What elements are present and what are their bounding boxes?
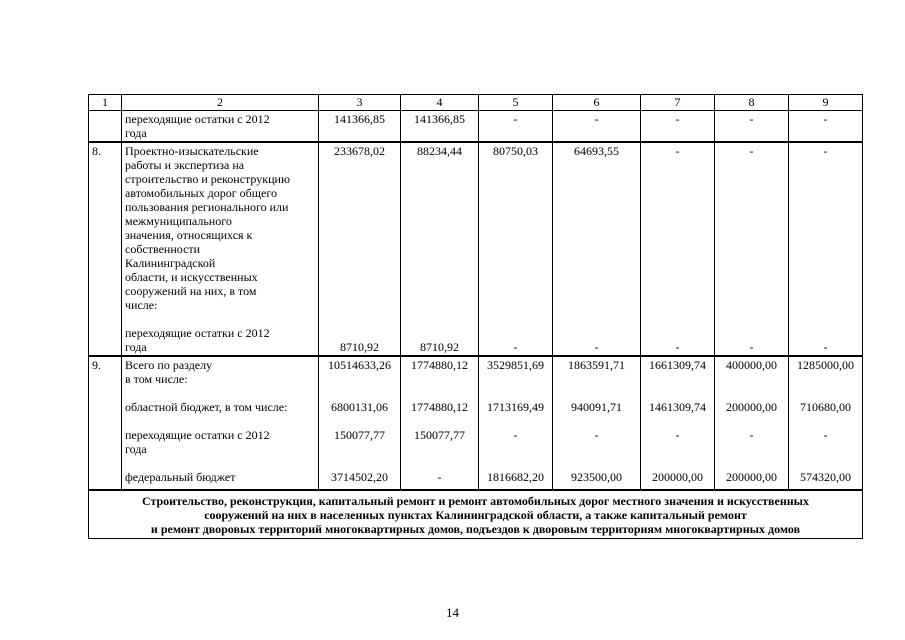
value-cell (401, 356, 479, 490)
value-sub: 8710,92 (340, 340, 379, 354)
header-cell: 1 (89, 95, 122, 111)
table-row (89, 142, 863, 356)
description-line: Проектно-изыскательские (125, 144, 259, 158)
value-cell (553, 142, 641, 356)
value-federal: 200000,00 (726, 470, 777, 484)
value-federal: 923500,00 (571, 470, 622, 484)
description-line: переходящие остатки с 2012 (125, 326, 270, 340)
section-title-line: сооружений на них в населенных пунктах Калининградской области, а также капитальный ремонт (204, 508, 747, 522)
description-line: пользования регионального или (125, 200, 289, 214)
value-sub: - (749, 340, 754, 354)
value-main: - (749, 144, 754, 158)
value-federal: 574320,00 (800, 470, 851, 484)
description-line: области, и искусственных (125, 270, 258, 284)
value-cell (319, 356, 401, 490)
description-line: строительство и реконструкцию (125, 172, 290, 186)
value-total: 400000,00 (726, 358, 777, 372)
row-number-cell: 8. (89, 142, 122, 356)
value-total: 10514633,26 (328, 358, 391, 372)
value-main: 64693,55 (574, 144, 619, 158)
value-regional: 6800131,06 (331, 400, 388, 414)
value-cell (715, 142, 789, 356)
header-cell: 7 (641, 95, 715, 111)
value-main: 233678,02 (334, 144, 385, 158)
value-regional: 1774880,12 (411, 400, 468, 414)
description-line: работы и экспертиза на (125, 158, 245, 172)
section-title-row (89, 490, 863, 539)
value-regional: 200000,00 (726, 400, 777, 414)
page-number: 14 (446, 605, 459, 620)
header-cell: 3 (319, 95, 401, 111)
value-cell (715, 356, 789, 490)
value-total: 1285000,00 (797, 358, 854, 372)
value-cell: 141366,85 (401, 111, 479, 143)
value-cell: - (789, 111, 863, 143)
value-carryover: 150077,77 (334, 428, 385, 442)
value-cell (479, 142, 553, 356)
value-regional: 1461309,74 (649, 400, 706, 414)
value-federal: 1816682,20 (487, 470, 544, 484)
description-line: в том числе: (125, 372, 188, 386)
description-line: Всего по разделу (125, 358, 213, 372)
value-cell (319, 142, 401, 356)
description-line: года (125, 340, 147, 354)
value-carryover: - (594, 428, 599, 442)
value-carryover: - (675, 428, 680, 442)
value-total: 1863591,71 (568, 358, 625, 372)
description-line: сооружений на них, в том (125, 284, 257, 298)
section-title (89, 490, 863, 539)
budget-table (88, 94, 863, 539)
table-row (89, 111, 863, 143)
row-description-cell (122, 111, 319, 143)
description-line: переходящие остатки с 2012 (125, 428, 270, 442)
row-number-cell (89, 111, 122, 143)
description-line: числе: (125, 298, 158, 312)
value-regional: 1713169,49 (487, 400, 544, 414)
description-line: областной бюджет, в том числе: (125, 400, 288, 414)
value-regional: 710680,00 (800, 400, 851, 414)
description-line: значения, относящихся к (125, 228, 253, 242)
description-line: собственности (125, 242, 201, 256)
value-cell: - (553, 111, 641, 143)
value-carryover: 150077,77 (414, 428, 465, 442)
section-title-line: Строительство, реконструкция, капитальный ремонт и ремонт автомобильных дорог местного значения и искусственных (141, 494, 810, 508)
value-sub: 8710,92 (420, 340, 459, 354)
value-main: - (675, 144, 680, 158)
value-cell: - (715, 111, 789, 143)
row-description-cell (122, 142, 319, 356)
value-sub: - (823, 340, 828, 354)
value-cell (479, 356, 553, 490)
header-cell: 9 (789, 95, 863, 111)
value-federal: 3714502,20 (331, 470, 388, 484)
value-sub: - (513, 340, 518, 354)
header-cell: 5 (479, 95, 553, 111)
header-cell: 4 (401, 95, 479, 111)
description-line: переходящие остатки с 2012 (125, 112, 270, 126)
value-total: 1661309,74 (649, 358, 706, 372)
row-description-cell (122, 356, 319, 490)
value-carryover: - (823, 428, 828, 442)
value-main: - (823, 144, 828, 158)
value-cell: 141366,85 (319, 111, 401, 143)
value-regional: 940091,71 (571, 400, 622, 414)
value-sub: - (594, 340, 599, 354)
value-carryover: - (749, 428, 754, 442)
value-cell (401, 142, 479, 356)
description-line: межмуниципального (125, 214, 232, 228)
description-line: Калининградской (125, 256, 216, 270)
value-cell (789, 356, 863, 490)
value-total: 1774880,12 (411, 358, 468, 372)
value-total: 3529851,69 (487, 358, 544, 372)
header-cell: 6 (553, 95, 641, 111)
value-main: 88234,44 (417, 144, 462, 158)
column-number-header-row (89, 95, 863, 111)
description-line: федеральный бюджет (125, 470, 236, 484)
value-cell (641, 142, 715, 356)
value-cell (789, 142, 863, 356)
value-sub: - (675, 340, 680, 354)
value-cell (553, 356, 641, 490)
value-cell: - (641, 111, 715, 143)
section-title-line: и ремонт дворовых территорий многоквартирных домов, подъездов к дворовым территориям многоквартирных домов (150, 522, 801, 536)
header-cell: 2 (122, 95, 319, 111)
value-federal: - (437, 470, 442, 484)
description-line: года (125, 442, 147, 456)
value-main: 80750,03 (493, 144, 538, 158)
table-row (89, 356, 863, 490)
header-cell: 8 (715, 95, 789, 111)
value-cell (641, 356, 715, 490)
description-line: автомобильных дорог общего (125, 186, 277, 200)
value-carryover: - (513, 428, 518, 442)
description-line: года (125, 126, 147, 140)
row-number-cell: 9. (89, 356, 122, 490)
value-federal: 200000,00 (652, 470, 703, 484)
value-cell: - (479, 111, 553, 143)
